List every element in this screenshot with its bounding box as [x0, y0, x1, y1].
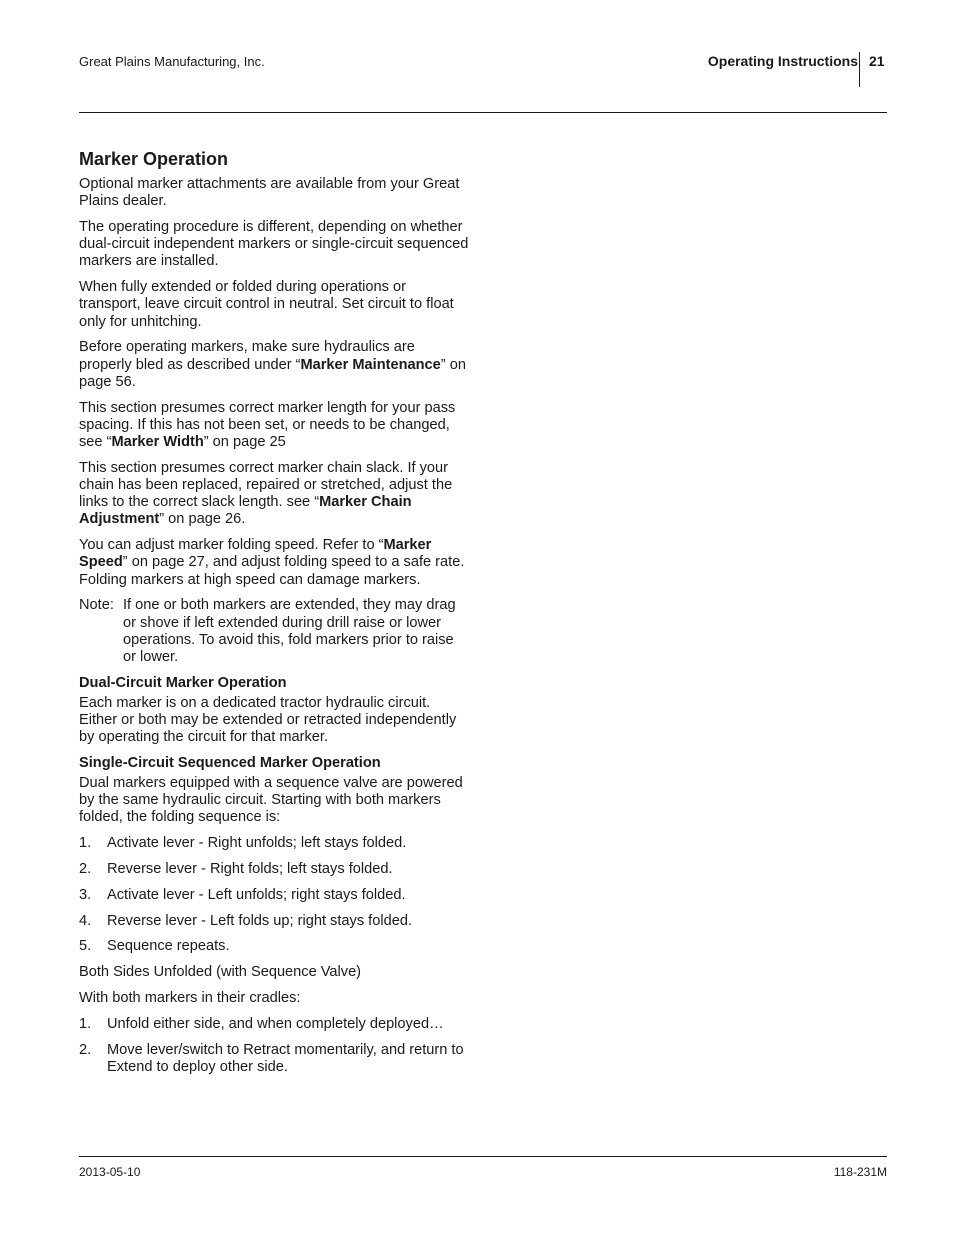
note-label: Note: [79, 597, 114, 614]
text: This section presumes correct marker length for your pass spacing. If this has not been set, or needs to be changed, see “ [79, 399, 456, 451]
cross-reference-marker-width: Marker Width [111, 434, 204, 451]
list-item [79, 1016, 469, 1033]
footer-date: 2013-05-10 [79, 1165, 141, 1179]
folding-sequence-list [79, 835, 469, 955]
list-number: 1. [79, 835, 92, 852]
list-item [79, 835, 469, 852]
section-title: Marker Operation [79, 149, 229, 169]
paragraph-circuit-control: When fully extended or folded during operations or transport, leave circuit control in neutral. Set circuit to float only for unhitching. [79, 279, 454, 330]
deploy-steps-list [79, 1016, 469, 1076]
list-text: Reverse lever - Right folds; left stays folded. [107, 861, 393, 878]
cross-reference-marker-maintenance: Marker Maintenance [300, 356, 441, 373]
list-number: 4. [79, 912, 92, 929]
text: ” on page 56. [79, 356, 466, 390]
paragraph-dual-circuit: Each marker is on a dedicated tractor hydraulic circuit. Either or both may be extended or retracted independently by operating the circuit for that marker. [79, 694, 457, 746]
main-column [79, 148, 469, 1085]
subheading-single-circuit: Single-Circuit Sequenced Marker Operation [79, 755, 381, 772]
list-number: 2. [79, 861, 92, 878]
paragraph-chain-slack [79, 460, 469, 529]
list-text: Sequence repeats. [107, 938, 230, 955]
list-item [79, 861, 469, 878]
footer-rule [79, 1156, 887, 1157]
footer-document-number: 118-231M [833, 1165, 887, 1179]
list-number: 5. [79, 938, 92, 955]
text: This section presumes correct marker chain slack. If your chain has been replaced, repaired or stretched, adjust the links to the correct slack length. see “ [79, 459, 453, 511]
header-company: Great Plains Manufacturing, Inc. [79, 54, 265, 69]
list-text: Move lever/switch to Retract momentarily, and return to Extend to deploy other side. [107, 1041, 464, 1075]
text: You can adjust marker folding speed. Refer to “ [79, 537, 384, 554]
cross-reference-chain-adjustment: Marker Chain Adjustment [79, 494, 412, 528]
page-number: 21 [869, 53, 885, 69]
text: Before operating markers, make sure hydraulics are properly bled as described under “ [79, 339, 415, 373]
list-item [79, 1042, 469, 1076]
list-item [79, 938, 469, 955]
header-rule [79, 112, 887, 113]
list-text: Reverse lever - Left folds up; right stays folded. [107, 912, 412, 929]
list-text: Activate lever - Left unfolds; right stays folded. [107, 886, 406, 903]
list-item [79, 887, 469, 904]
paragraph-folding-speed [79, 537, 469, 589]
note [79, 597, 469, 666]
list-text: Unfold either side, and when completely deployed… [107, 1015, 444, 1032]
header-divider [859, 52, 860, 87]
paragraph-procedure: The operating procedure is different, depending on whether dual-circuit independent markers or single-circuit sequenced markers are installed. [79, 219, 469, 270]
note-text: If one or both markers are extended, they may drag or shove if left extended during drill raise or lower operations. To avoid this, fold markers prior to raise or lower. [123, 597, 456, 666]
text: ” on page 25 [203, 434, 286, 451]
text: ” on page 26. [159, 511, 246, 528]
list-item [79, 913, 469, 930]
paragraph-single-circuit: Dual markers equipped with a sequence valve are powered by the same hydraulic circuit. Starting with both markers folded, the folding sequence is: [79, 775, 463, 826]
paragraph-availability: Optional marker attachments are available from your Great Plains dealer. [79, 176, 460, 210]
list-text: Activate lever - Right unfolds; left stays folded. [107, 835, 407, 852]
list-number: 3. [79, 886, 92, 903]
paragraph-both-sides-intro: With both markers in their cradles: [79, 990, 301, 1007]
header-section-title: Operating Instructions [707, 53, 858, 69]
list-number: 2. [79, 1041, 92, 1058]
text: ” on page 27, and adjust folding speed to a safe rate. Folding markers at high speed can damage markers. [79, 554, 465, 588]
cross-reference-marker-speed: Marker Speed [79, 537, 432, 571]
subheading-dual-circuit: Dual-Circuit Marker Operation [79, 674, 287, 691]
subheading-both-sides: Both Sides Unfolded (with Sequence Valve) [79, 964, 362, 981]
paragraph-hydraulics-bled [79, 339, 469, 391]
paragraph-marker-length [79, 400, 469, 452]
list-number: 1. [79, 1015, 92, 1032]
